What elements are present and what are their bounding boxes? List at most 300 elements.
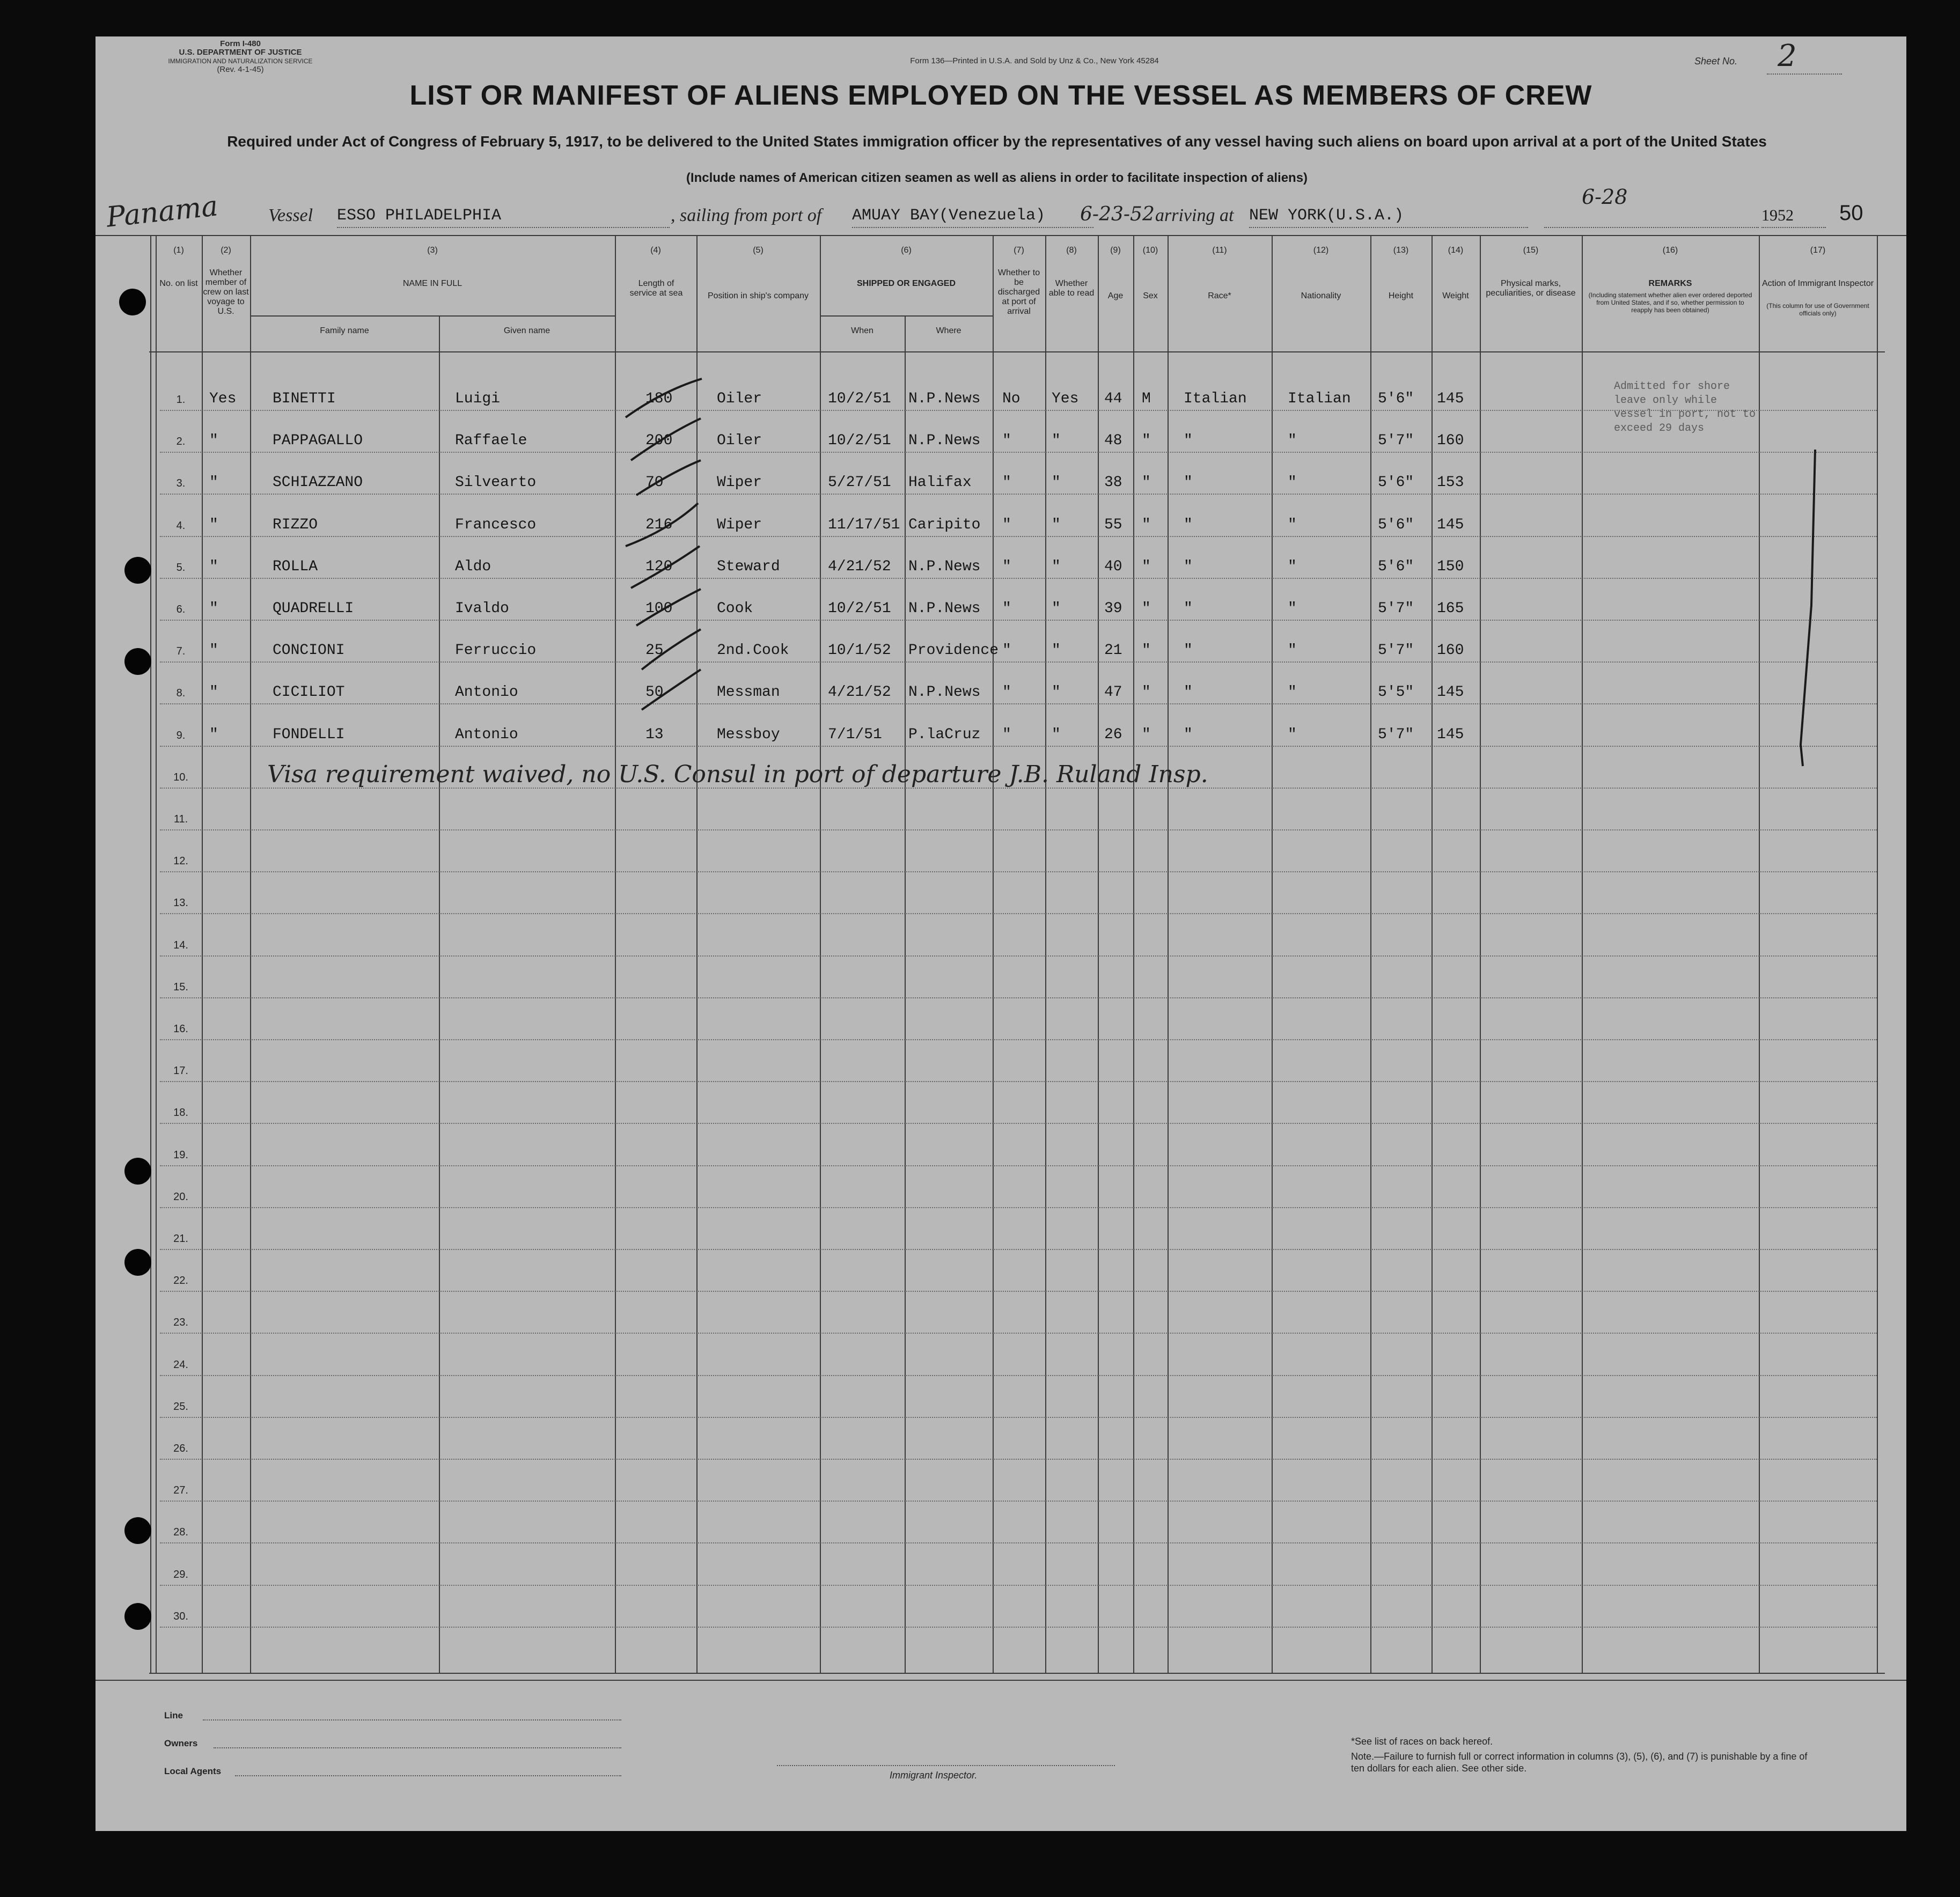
check-stroke [626,503,698,546]
manifest-sheet [96,36,1906,1831]
crew-height: 5'7" [1378,726,1414,743]
sheet-label: Sheet No. [1694,56,1738,67]
crew-prev-voyage: " [209,642,218,659]
crew-weight: 160 [1437,642,1464,659]
row-number: 14. [173,939,188,951]
crew-prev-voyage: " [209,516,218,533]
col-rule [150,235,151,1673]
crew-nationality: " [1288,516,1297,533]
crew-age: 47 [1104,684,1122,701]
row-rule [160,703,1877,704]
form-instruction: (Include names of American citizen seamen as well as aliens in order to facilitate inspection of aliens) [686,171,1308,185]
row-rule [160,1249,1877,1250]
crew-shipped-where: N.P.News [908,558,981,575]
colhead-given-name: Given name [503,326,550,335]
punch-hole [124,1249,151,1276]
crew-able-to-read: " [1052,558,1061,575]
crew-able-to-read: " [1052,474,1061,491]
crew-shipped-when: 10/2/51 [828,432,891,450]
crew-race: " [1184,600,1193,617]
row-number: 27. [173,1484,188,1497]
crew-position: 2nd.Cook [717,642,789,659]
crew-weight: 145 [1437,726,1464,743]
crew-race: " [1184,726,1193,743]
row-number: 30. [173,1610,188,1622]
crew-position: Oiler [717,391,762,407]
crew-length-of-service: 200 [645,432,673,450]
colhead-shipped: SHIPPED OR ENGAGED [856,279,956,288]
crew-shipped-when: 4/21/52 [828,558,891,575]
crew-sex: " [1142,600,1151,617]
vessel-name: ESSO PHILADELPHIA [337,207,670,228]
col-rule [1432,235,1433,1673]
inspector-signature-line [777,1765,1115,1766]
crew-family-name: QUADRELLI [273,600,354,617]
flag-handwritten: Panama [105,190,220,234]
row-number: 15. [173,981,188,993]
row-rule [160,1165,1877,1166]
sailing-label: , sailing from port of [671,205,822,225]
colhead-position: Position in ship's company [707,291,809,300]
crew-race: " [1184,684,1193,701]
row-rule [160,913,1877,914]
check-stroke [642,629,701,670]
row-number: 26. [173,1443,188,1454]
crew-given-name: Raffaele [455,432,527,450]
footer-agents-label: Local Agents [164,1766,222,1776]
crew-race: " [1184,516,1193,533]
crew-race: " [1184,474,1193,491]
colnum-12: (12) [1313,246,1329,255]
crew-shipped-when: 10/1/52 [828,642,891,659]
punch-hole [119,289,146,315]
crew-prev-voyage: " [209,474,218,491]
crew-height: 5'6" [1378,516,1414,533]
crew-family-name: CONCIONI [273,642,345,659]
col-rule [1272,235,1273,1673]
col-rule [1133,235,1134,1673]
crew-able-to-read: Yes [1052,391,1079,407]
row-number: 28. [173,1526,188,1539]
colhead-remarks: REMARKS [1648,279,1692,288]
crew-age: 26 [1104,726,1122,743]
arrival-date-handwritten: 6-28 [1582,185,1628,209]
crew-given-name: Silvearto [455,474,537,491]
crew-family-name: BINETTI [273,391,336,407]
colnum-9: (9) [1110,246,1121,255]
crew-position: Steward [717,558,780,575]
row-number: 25. [173,1400,188,1413]
row-number: 6. [176,604,186,615]
crew-family-name: SCHIAZZANO [273,474,363,491]
crew-weight: 160 [1437,432,1464,450]
crew-given-name: Antonio [455,684,518,701]
year: 1952 [1761,207,1826,228]
colhead-nationality: Nationality [1301,291,1341,300]
row-rule [160,1039,1877,1040]
crew-to-be-discharged: " [1002,684,1011,701]
colnum-3: (3) [427,246,438,255]
check-stroke [642,670,701,710]
table-bottom-rule [149,1673,1885,1674]
crew-age: 21 [1104,642,1122,659]
row-rule [160,871,1877,872]
crew-nationality: " [1288,726,1297,743]
crew-given-name: Aldo [455,558,491,575]
crew-age: 48 [1104,432,1122,450]
row-number: 16. [173,1023,188,1035]
row-rule [160,1123,1877,1124]
row-number: 5. [176,561,186,573]
row-rule [160,1459,1877,1460]
crew-weight: 153 [1437,474,1464,491]
row-number: 3. [176,477,186,490]
crew-given-name: Ivaldo [455,600,509,617]
crew-family-name: RIZZO [273,516,318,533]
arrival-date-line [1544,227,1759,228]
form-number: Form I-480 [220,39,261,48]
colnum-15: (15) [1523,246,1539,255]
footer-agents-field [235,1775,621,1776]
colhead-weight: Weight [1442,291,1469,300]
inspector-action-stroke [1786,444,1829,777]
row-rule [160,578,1877,579]
colnum-11: (11) [1212,246,1227,255]
colnum-6: (6) [901,246,912,255]
col-rule [1168,235,1169,1673]
form-revision: (Rev. 4-1-45) [217,65,264,74]
colnum-10: (10) [1142,246,1158,255]
penalty-note: Note.—Failure to furnish full or correct information in columns (3), (5), (6), and (7) is punishable by a fine of ten dollars for each alien. See other side. [1351,1751,1808,1774]
crew-nationality: " [1288,432,1297,450]
colhead-no-on-list: No. on list [159,279,198,288]
crew-length-of-service: 120 [645,558,673,575]
crew-shipped-where: N.P.News [908,684,981,701]
crew-position: Cook [717,600,753,617]
col-rule [439,315,440,1673]
form-code: 50 [1839,201,1863,225]
footer-owners-field [214,1747,621,1748]
col-rule [202,235,203,1673]
crew-nationality: " [1288,558,1297,575]
port-to: NEW YORK(U.S.A.) [1249,207,1528,228]
colnum-7: (7) [1014,246,1024,255]
crew-position: Messboy [717,726,780,743]
punch-hole [124,1603,151,1630]
crew-prev-voyage: " [209,684,218,701]
shipped-subrule [820,315,993,317]
crew-to-be-discharged: " [1002,726,1011,743]
crew-sex: " [1142,516,1151,533]
crew-family-name: PAPPAGALLO [273,432,363,450]
crew-age: 39 [1104,600,1122,617]
colnum-14: (14) [1448,246,1464,255]
crew-able-to-read: " [1052,684,1061,701]
row-number: 22. [173,1275,188,1287]
crew-to-be-discharged: " [1002,474,1011,491]
col-rule [1480,235,1481,1673]
footer-top-rule [96,1680,1906,1681]
colnum-2: (2) [221,246,231,255]
agency-name: U.S. DEPARTMENT OF JUSTICE [179,48,302,57]
punch-hole [124,1158,151,1185]
header-bottom-rule [149,351,1885,352]
punch-hole [124,557,151,584]
crew-to-be-discharged: " [1002,642,1011,659]
crew-height: 5'6" [1378,391,1414,407]
crew-family-name: ROLLA [273,558,318,575]
row-rule [160,661,1877,663]
colhead-discharged: Whether to be discharged at port of arrival [997,268,1040,316]
arriving-label: arriving at [1155,205,1234,225]
form-subtitle: Required under Act of Congress of February 5, 1917, to be delivered to the United States immigration officer by the representatives of any vessel having such aliens on board upon arrival at a port of the United States [227,133,1767,150]
crew-sex: " [1142,642,1151,659]
crew-to-be-discharged: No [1002,391,1021,407]
crew-weight: 145 [1437,684,1464,701]
crew-given-name: Ferruccio [455,642,537,659]
row-number: 29. [173,1568,188,1580]
crew-position: Wiper [717,516,762,533]
row-rule [160,1417,1877,1418]
row-number: 1. [176,394,186,406]
crew-able-to-read: " [1052,726,1061,743]
crew-nationality: " [1288,600,1297,617]
crew-shipped-when: 10/2/51 [828,391,891,407]
colnum-8: (8) [1066,246,1077,255]
crew-race: " [1184,558,1193,575]
crew-shipped-where: Providence [908,642,999,659]
colhead-when: When [851,326,873,335]
crew-prev-voyage: " [209,432,218,450]
crew-age: 55 [1104,516,1122,533]
row-number: 11. [173,813,188,825]
colhead-able-to-read: Whether able to read [1048,279,1095,298]
crew-sex: " [1142,432,1151,450]
row-number: 18. [173,1107,188,1119]
table-top-rule [96,235,1906,236]
crew-shipped-when: 4/21/52 [828,684,891,701]
crew-family-name: CICILIOT [273,684,345,701]
crew-height: 5'7" [1378,600,1414,617]
crew-sex: " [1142,726,1151,743]
row-rule [160,1585,1877,1586]
crew-shipped-where: Halifax [908,474,972,491]
colnum-4: (4) [650,246,661,255]
crew-length-of-service: 25 [645,642,664,659]
crew-age: 40 [1104,558,1122,575]
row-rule [160,536,1877,537]
col-rule [1370,235,1371,1673]
crew-weight: 145 [1437,516,1464,533]
crew-able-to-read: " [1052,516,1061,533]
row-rule [160,620,1877,621]
row-number: 21. [173,1233,188,1245]
punch-hole [124,1517,151,1544]
crew-nationality: Italian [1288,391,1351,407]
crew-shipped-where: P.laCruz [908,726,981,743]
crew-shipped-where: N.P.News [908,432,981,450]
col-rule [905,315,906,1673]
crew-given-name: Antonio [455,726,518,743]
col-rule [1759,235,1760,1673]
row-rule [160,955,1877,957]
crew-to-be-discharged: " [1002,600,1011,617]
colhead-family-name: Family name [320,326,369,335]
crew-height: 5'6" [1378,558,1414,575]
colhead-length-service: Length of service at sea [629,279,683,298]
service-check-marks [615,369,722,809]
vessel-label: Vessel [268,205,313,225]
row-number: 8. [176,687,186,700]
row-number: 2. [176,436,186,448]
crew-shipped-where: N.P.News [908,391,981,407]
row-rule [160,1333,1877,1334]
name-subrule [250,315,615,317]
crew-race: " [1184,432,1193,450]
colhead-inspector-note: (This column for use of Government officials only) [1766,302,1869,317]
crew-height: 5'6" [1378,474,1414,491]
col-rule [993,235,994,1673]
colnum-13: (13) [1393,246,1409,255]
col-rule [1877,235,1878,1673]
col-rule [1582,235,1583,1673]
crew-sex: " [1142,558,1151,575]
row-number: 24. [173,1358,188,1371]
row-rule [160,829,1877,830]
crew-length-of-service: 70 [645,474,664,491]
crew-shipped-where: N.P.News [908,600,981,617]
crew-nationality: " [1288,474,1297,491]
crew-able-to-read: " [1052,432,1061,450]
races-note: *See list of races on back hereof. [1351,1736,1493,1747]
crew-prev-voyage: " [209,558,218,575]
row-number: 20. [173,1190,188,1203]
crew-length-of-service: 13 [645,726,664,743]
crew-prev-voyage: " [209,726,218,743]
sailing-date-handwritten: 6-23-52 [1080,203,1155,225]
crew-sex: " [1142,474,1151,491]
row-rule [160,1627,1877,1628]
row-number: 10. [173,771,188,783]
check-stroke [626,379,702,417]
sheet-number: 2 [1767,39,1842,75]
footer-line-field [203,1719,621,1720]
colhead-age: Age [1107,291,1124,300]
crew-position: Messman [717,684,780,701]
check-stroke [631,546,700,588]
footer-owners-label: Owners [164,1738,198,1748]
crew-prev-voyage: Yes [209,391,237,407]
col-rule [250,235,251,1673]
crew-height: 5'7" [1378,432,1414,450]
row-rule [160,1375,1877,1376]
crew-length-of-service: 216 [645,516,673,533]
crew-weight: 145 [1437,391,1464,407]
col-rule [156,235,157,1673]
row-rule [160,1291,1877,1292]
row-number: 7. [176,645,186,658]
colhead-name: NAME IN FULL [402,279,463,288]
crew-shipped-when: 11/17/51 [828,516,900,533]
crew-shipped-when: 5/27/51 [828,474,891,491]
row-rule [160,1081,1877,1082]
colhead-remarks-note: (Including statement whether alien ever ordered deported from United States, and if so, whether permission to reapply has been obtained) [1588,291,1752,314]
form-agency-block [160,40,321,74]
remark-row-1: Admitted for shore leave only while vessel in port, not to exceed 29 days [1614,380,1756,435]
agency-service: IMMIGRATION AND NATURALIZATION SERVICE [168,57,313,65]
row-rule [160,997,1877,998]
crew-length-of-service: 50 [645,684,664,701]
crew-race: " [1184,642,1193,659]
row-number: 9. [176,729,186,741]
crew-race: Italian [1184,391,1247,407]
colnum-16: (16) [1662,246,1678,255]
inspector-label: Immigrant Inspector. [890,1770,978,1781]
crew-to-be-discharged: " [1002,432,1011,450]
crew-able-to-read: " [1052,600,1061,617]
handwritten-visa-note: Visa requirement waived, no U.S. Consul in port of departure J.B. Ruland Insp. [267,761,1208,788]
check-stroke [631,418,701,460]
row-number: 23. [173,1317,188,1329]
colhead-height: Height [1388,291,1414,300]
crew-length-of-service: 100 [645,600,673,617]
crew-able-to-read: " [1052,642,1061,659]
colhead-sex: Sex [1143,291,1158,300]
crew-weight: 150 [1437,558,1464,575]
form-title: LIST OR MANIFEST OF ALIENS EMPLOYED ON THE VESSEL AS MEMBERS OF CREW [409,80,1592,111]
colhead-where: Where [936,326,961,335]
port-from: AMUAY BAY(Venezuela) [852,207,1093,228]
colhead-race: Race* [1208,291,1231,300]
row-rule [160,746,1877,747]
crew-sex: " [1142,684,1151,701]
crew-to-be-discharged: " [1002,558,1011,575]
footer-line-label: Line [164,1710,183,1720]
check-stroke [636,460,701,495]
crew-length-of-service: 180 [645,391,673,407]
vessel-info-line [96,185,1906,234]
crew-weight: 165 [1437,600,1464,617]
crew-age: 38 [1104,474,1122,491]
col-rule [820,235,821,1673]
crew-shipped-when: 10/2/51 [828,600,891,617]
col-rule [1045,235,1046,1673]
row-rule [160,494,1877,495]
colnum-17: (17) [1810,246,1826,255]
crew-prev-voyage: " [209,600,218,617]
crew-given-name: Francesco [455,516,537,533]
row-rule [160,1542,1877,1543]
crew-shipped-when: 7/1/51 [828,726,882,743]
crew-position: Wiper [717,474,762,491]
crew-shipped-where: Caripito [908,516,981,533]
punch-hole [124,648,151,675]
row-number: 19. [173,1149,188,1161]
row-number: 17. [173,1065,188,1077]
crew-family-name: FONDELLI [273,726,345,743]
crew-height: 5'5" [1378,684,1414,701]
crew-given-name: Luigi [455,391,501,407]
colhead-previous-voyage: Whether member of crew on last voyage to U.S. [203,268,249,316]
row-rule [160,1501,1877,1502]
crew-height: 5'7" [1378,642,1414,659]
printer-line: Form 136—Printed in U.S.A. and Sold by Unz & Co., New York 45284 [910,56,1159,65]
row-rule [160,1207,1877,1208]
row-number: 4. [176,519,186,532]
crew-nationality: " [1288,642,1297,659]
colnum-1: (1) [173,246,184,255]
row-number: 13. [173,897,188,909]
